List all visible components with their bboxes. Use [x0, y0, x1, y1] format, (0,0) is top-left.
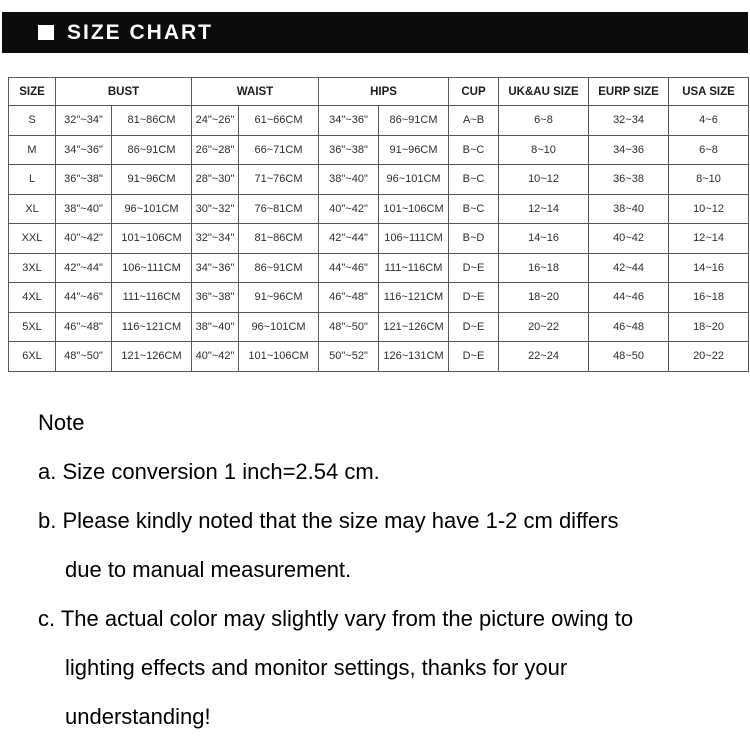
table-cell: 121~126CM — [112, 342, 192, 372]
table-cell: 42~44 — [589, 253, 669, 283]
table-cell: 34"~36" — [56, 135, 112, 165]
table-cell: 8~10 — [669, 165, 749, 195]
row-label: XXL — [9, 224, 56, 254]
table-cell: 116~121CM — [112, 312, 192, 342]
table-cell: 96~101CM — [239, 312, 319, 342]
row-label: M — [9, 135, 56, 165]
table-cell: 86~91CM — [379, 106, 449, 136]
note-line: a. Size conversion 1 inch=2.54 cm. — [38, 458, 380, 484]
table-cell: 36"~38" — [56, 165, 112, 195]
row-label: 6XL — [9, 342, 56, 372]
table-header-row — [9, 78, 749, 106]
column-header-waist: WAIST — [192, 78, 319, 106]
table-cell: 50"~52" — [319, 342, 379, 372]
table-row-s — [9, 106, 749, 136]
table-row-xl — [9, 194, 749, 224]
table-cell: 48"~50" — [56, 342, 112, 372]
note-line: due to manual measurement. — [65, 556, 352, 582]
table-cell: 8~10 — [499, 135, 589, 165]
table-row-5xl — [9, 312, 749, 342]
table-cell: 116~121CM — [379, 283, 449, 313]
table-cell: 106~111CM — [112, 253, 192, 283]
table-cell: 38"~40" — [192, 312, 239, 342]
table-cell: 36~38 — [589, 165, 669, 195]
table-cell: 81~86CM — [239, 224, 319, 254]
table-cell: 36"~38" — [192, 283, 239, 313]
table-cell: 28"~30" — [192, 165, 239, 195]
table-cell: 32~34 — [589, 106, 669, 136]
table-cell: 111~116CM — [379, 253, 449, 283]
table-cell: 12~14 — [499, 194, 589, 224]
table-cell: 81~86CM — [112, 106, 192, 136]
table-cell: 96~101CM — [379, 165, 449, 195]
table-cell: 20~22 — [499, 312, 589, 342]
table-cell: 16~18 — [499, 253, 589, 283]
table-cell: 10~12 — [499, 165, 589, 195]
row-label: 4XL — [9, 283, 56, 313]
table-cell: 38"~40" — [56, 194, 112, 224]
table-cell: 86~91CM — [112, 135, 192, 165]
page-title: SIZE CHART — [67, 20, 213, 44]
table-cell: 14~16 — [669, 253, 749, 283]
table-row-3xl — [9, 253, 749, 283]
table-cell: 61~66CM — [239, 106, 319, 136]
column-header-cup: CUP — [449, 78, 499, 106]
note-item-b — [38, 496, 735, 594]
table-cell: 20~22 — [669, 342, 749, 372]
table-cell: 91~96CM — [379, 135, 449, 165]
table-cell: 86~91CM — [239, 253, 319, 283]
table-cell: 34"~36" — [192, 253, 239, 283]
column-header-usa-size: USA SIZE — [669, 78, 749, 106]
table-cell: 106~111CM — [379, 224, 449, 254]
table-row-xxl — [9, 224, 749, 254]
table-cell: 24"~26" — [192, 106, 239, 136]
table-cell: D~E — [449, 253, 499, 283]
table-cell: D~E — [449, 342, 499, 372]
table-cell: 44"~46" — [56, 283, 112, 313]
table-cell: 30"~32" — [192, 194, 239, 224]
table-cell: 101~106CM — [379, 194, 449, 224]
table-cell: 111~116CM — [112, 283, 192, 313]
row-label: XL — [9, 194, 56, 224]
table-cell: 34"~36" — [319, 106, 379, 136]
size-chart-table — [8, 77, 749, 372]
table-cell: B~C — [449, 194, 499, 224]
table-cell: 34~36 — [589, 135, 669, 165]
table-row-l — [9, 165, 749, 195]
table-cell: 12~14 — [669, 224, 749, 254]
table-cell: 91~96CM — [112, 165, 192, 195]
table-cell: 44~46 — [589, 283, 669, 313]
row-label: 5XL — [9, 312, 56, 342]
table-cell: 101~106CM — [112, 224, 192, 254]
table-cell: 40~42 — [589, 224, 669, 254]
note-line: c. The actual color may slightly vary from the picture owing to — [38, 605, 634, 631]
row-label: 3XL — [9, 253, 56, 283]
note-line: understanding! — [65, 703, 211, 729]
table-cell: 26"~28" — [192, 135, 239, 165]
table-cell: B~D — [449, 224, 499, 254]
notes-title: Note — [38, 409, 85, 435]
note-line: lighting effects and monitor settings, thanks for your — [65, 654, 568, 680]
table-cell: 10~12 — [669, 194, 749, 224]
table-cell: 42"~44" — [319, 224, 379, 254]
table-cell: 126~131CM — [379, 342, 449, 372]
table-cell: B~C — [449, 165, 499, 195]
table-cell: 18~20 — [499, 283, 589, 313]
table-cell: 48~50 — [589, 342, 669, 372]
table-cell: 38~40 — [589, 194, 669, 224]
table-cell: 40"~42" — [192, 342, 239, 372]
row-label: L — [9, 165, 56, 195]
notes-section — [38, 398, 735, 741]
note-item-c — [38, 594, 735, 741]
table-cell: 96~101CM — [112, 194, 192, 224]
column-header-hips: HIPS — [319, 78, 449, 106]
table-cell: 71~76CM — [239, 165, 319, 195]
note-line: b. Please kindly noted that the size may have 1-2 cm differs — [38, 507, 619, 533]
table-cell: 36"~38" — [319, 135, 379, 165]
table-cell: 38"~40" — [319, 165, 379, 195]
column-header-eurp-size: EURP SIZE — [589, 78, 669, 106]
table-cell: B~C — [449, 135, 499, 165]
table-cell: 76~81CM — [239, 194, 319, 224]
note-item-a — [38, 447, 735, 496]
table-cell: 42"~44" — [56, 253, 112, 283]
table-row-6xl — [9, 342, 749, 372]
square-bullet-icon — [38, 25, 54, 40]
table-cell: D~E — [449, 283, 499, 313]
table-cell: 40"~42" — [56, 224, 112, 254]
table-cell: 46~48 — [589, 312, 669, 342]
table-cell: D~E — [449, 312, 499, 342]
table-cell: 46"~48" — [319, 283, 379, 313]
title-bar — [2, 12, 748, 53]
table-cell: 22~24 — [499, 342, 589, 372]
table-cell: 40"~42" — [319, 194, 379, 224]
table-cell: 46"~48" — [56, 312, 112, 342]
table-cell: 6~8 — [669, 135, 749, 165]
table-row-m — [9, 135, 749, 165]
table-cell: 101~106CM — [239, 342, 319, 372]
table-cell: 66~71CM — [239, 135, 319, 165]
table-cell: 32"~34" — [192, 224, 239, 254]
table-row-4xl — [9, 283, 749, 313]
table-cell: 121~126CM — [379, 312, 449, 342]
row-label: S — [9, 106, 56, 136]
table-cell: 18~20 — [669, 312, 749, 342]
table-cell: 48"~50" — [319, 312, 379, 342]
table-cell: 14~16 — [499, 224, 589, 254]
table-cell: 91~96CM — [239, 283, 319, 313]
table-cell: 16~18 — [669, 283, 749, 313]
column-header-bust: BUST — [56, 78, 192, 106]
table-cell: 6~8 — [499, 106, 589, 136]
table-cell: 44"~46" — [319, 253, 379, 283]
column-header-ukau-size: UK&AU SIZE — [499, 78, 589, 106]
table-cell: 32"~34" — [56, 106, 112, 136]
table-cell: 4~6 — [669, 106, 749, 136]
column-header-size: SIZE — [9, 78, 56, 106]
table-cell: A~B — [449, 106, 499, 136]
